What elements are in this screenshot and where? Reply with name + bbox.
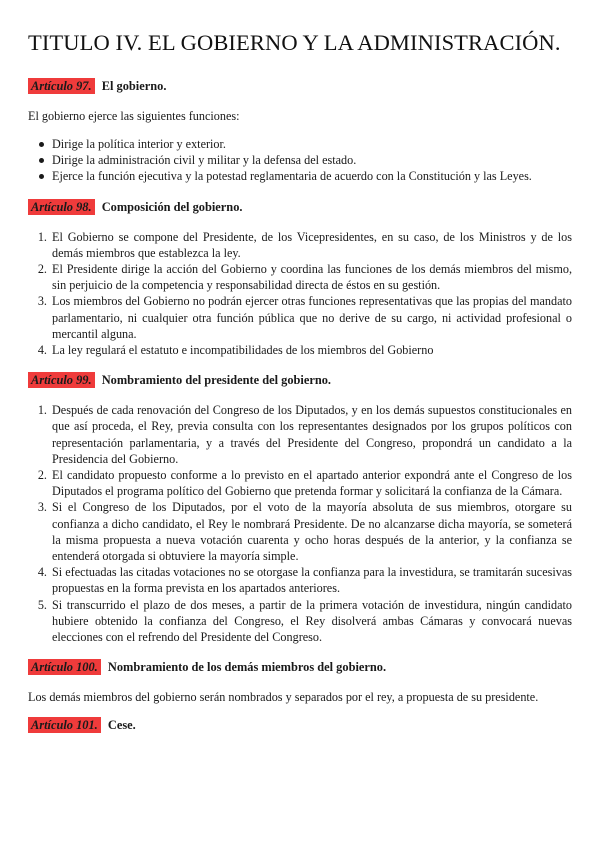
bullet-icon [39,142,44,147]
article-100-heading [28,659,572,675]
article-97-title: El gobierno. [101,79,167,93]
article-101-title: Cese. [107,718,136,733]
article-98-heading [28,199,572,215]
bullet-icon [39,174,44,179]
article-98-title: Composición del gobierno. [101,199,243,214]
list-item: 4. La ley regulará el estatuto e incompatibilidades de los miembros del Gobierno [50,342,572,358]
article-99-title: Nombramiento del presidente del gobierno. [101,373,332,388]
article-97-list [28,136,572,185]
list-item: Dirige la política interior y exterior. [38,136,572,152]
list-item: 5. Si transcurrido el plazo de dos meses, a partir de la primera votación de investidura, ningún candidato hubiere obtenido la confianza del Congreso, el Rey disolverá ambas Cámaras y convocará nuevas elecciones con el refrendo del Presidente del Congreso. [50,597,572,646]
list-item: Dirige la administración civil y militar y la defensa del estado. [38,152,572,168]
article-101-heading [28,717,572,733]
list-item: 1. El Gobierno se compone del Presidente, de los Vicepresidentes, en su caso, de los Ministros y de los demás miembros que establezca la ley. [50,229,572,261]
list-item: 3. Si el Congreso de los Diputados, por el voto de la mayoría absoluta de sus miembros, otorgare su confianza a dicho candidato, el Rey le nombrará Presidente. De no alcanzarse dicha mayoría, se someterá la misma propuesta a nueva votación cuarenta y ocho horas después de la anterior, y la confianza se entenderá otorgada si obtuviere la mayoría simple. [50,499,572,564]
article-101-tag: Artículo 101. [28,717,101,733]
article-97-tag: Artículo 97. [28,78,95,94]
article-100-title: Nombramiento de los demás miembros del gobierno. [107,660,387,675]
article-99-heading [28,372,572,388]
article-100-body: Los demás miembros del gobierno serán nombrados y separados por el rey, a propuesta de su presidente. [28,690,539,705]
list-item: 4. Si efectuadas las citadas votaciones no se otorgase la confianza para la investidura, se tramitarán sucesivas propuestas en la forma prevista en los apartados anteriores. [50,564,572,596]
article-100-tag: Artículo 100. [28,659,101,675]
article-97-intro: El gobierno ejerce las siguientes funciones: [28,109,240,123]
article-97-heading [28,78,572,94]
article-98-list [28,229,572,359]
list-item: 2. El Presidente dirige la acción del Gobierno y coordina las funciones de los demás miembros del mismo, sin perjuicio de la competencia y responsabilidad directa de éstos en su gestión. [50,261,572,293]
list-item: 3. Los miembros del Gobierno no podrán ejercer otras funciones representativas que las propias del mandato parlamentario, ni cualquier otra función pública que no derive de su cargo, ni actividad profesional o mercantil alguna. [50,293,572,342]
list-item: Ejerce la función ejecutiva y la potestad reglamentaria de acuerdo con la Constitución y las Leyes. [38,168,572,184]
page-title: TITULO IV. EL GOBIERNO Y LA ADMINISTRACIÓN. [28,30,561,55]
article-98-tag: Artículo 98. [28,199,95,215]
article-99-tag: Artículo 99. [28,372,95,388]
list-item: 1. Después de cada renovación del Congreso de los Diputados, y en los demás supuestos constitucionales en que así proceda, el Rey, previa consulta con los representantes designados por los grupos políticos con representación parlamentaria, y a través del Presidente del Congreso, propondrá un candidato a la Presidencia del Gobierno. [50,402,572,467]
list-item: 2. El candidato propuesto conforme a lo previsto en el apartado anterior expondrá ante el Congreso de los Diputados el programa político del Gobierno que pretenda formar y solicitará la confianza de la Cámara. [50,467,572,499]
bullet-icon [39,158,44,163]
article-99-list [28,402,572,645]
